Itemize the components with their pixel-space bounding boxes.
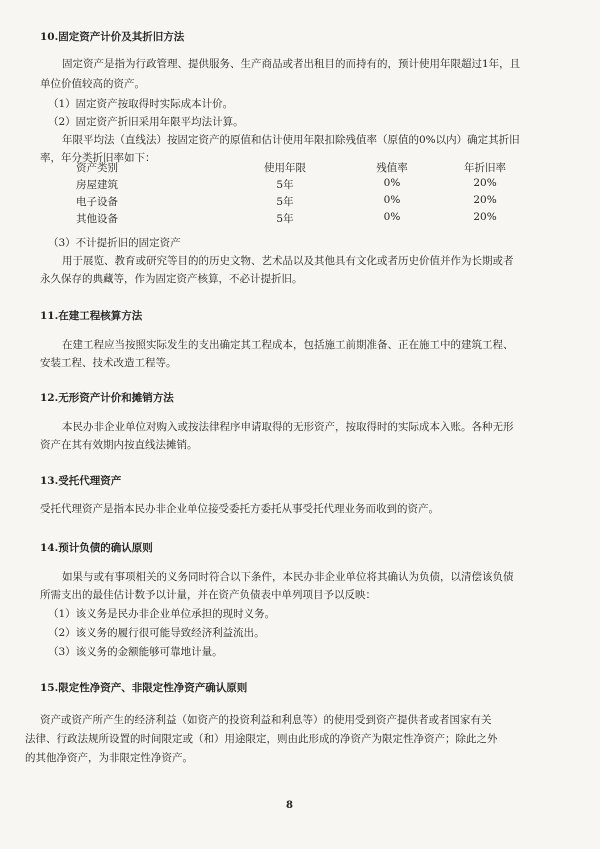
section-14-paragraph-line-1: 如果与或有事项相关的义务同时符合以下条件，本民办非企业单位将其确认为负债，以清偿该负债 [62, 571, 514, 583]
table-cell: 20% [473, 211, 497, 223]
section-11-paragraph-line-2: 安装工程、技术改造工程等。 [40, 357, 177, 369]
section-12-paragraph-line-1: 本民办非企业单位对购入或按法律程序申请取得的无形资产，按取得时的实际成本入账。各种无形 [62, 421, 514, 433]
section-10-heading: 10.固定资产计价及其折旧方法 [40, 31, 185, 43]
table-cell: 5年 [276, 196, 294, 208]
section-11-heading: 11.在建工程核算方法 [40, 310, 143, 322]
section-13-heading: 13.受托代理资产 [40, 475, 122, 487]
section-12-paragraph-line-2: 资产在其有效期内按直线法摊销。 [40, 439, 198, 451]
table-header-cell: 年折旧率 [464, 162, 506, 174]
table-cell: 0% [383, 194, 401, 206]
table-row [58, 194, 530, 211]
section-10-item-2: （2）固定资产折旧采用年限平均法计算。 [48, 116, 244, 128]
section-12-heading: 12.无形资产计价和摊销方法 [40, 392, 174, 404]
table-cell: 20% [473, 194, 497, 206]
table-cell: 0% [383, 211, 401, 223]
section-14-item-1: （1）该义务是民办非企业单位承担的现时义务。 [48, 608, 276, 620]
table-cell: 电子设备 [76, 196, 118, 208]
section-11-paragraph-line-1: 在建工程应当按照实际发生的支出确定其工程成本，包括施工前期准备、正在施工中的建筑工程、 [62, 339, 514, 351]
section-10-paragraph-3-line-2: 永久保存的典藏等，作为固定资产核算，不必计提折旧。 [40, 273, 303, 285]
table-cell: 房屋建筑 [76, 179, 118, 191]
section-10-paragraph-2-line-1: 年限平均法（直线法）按固定资产的原值和估计使用年限扣除残值率（原值的0%以内）确定其折旧 [62, 134, 520, 146]
section-14-heading: 14.预计负债的确认原则 [40, 542, 153, 554]
table-row [58, 177, 530, 194]
section-13-paragraph: 受托代理资产是指本民办非企业单位接受委托方委托从事受托代理业务而收到的资产。 [40, 503, 439, 515]
table-header-cell: 残值率 [376, 162, 408, 174]
table-cell: 5年 [276, 179, 294, 191]
table-cell: 0% [383, 177, 401, 189]
section-10-item-1: （1）固定资产按取得时实际成本计价。 [48, 98, 234, 110]
section-10-paragraph-1-line-2: 单位价值较高的资产。 [40, 78, 145, 90]
section-15-heading: 15.限定性净资产、非限定性净资产确认原则 [40, 682, 248, 694]
section-15-paragraph-line-2: 法律、行政法规所设置的时间限定或（和）用途限定，则由此形成的净资产为限定性净资产；除此之外 [25, 733, 498, 745]
section-10-paragraph-1-line-1: 固定资产是指为行政管理、提供服务、生产商品或者出租目的而持有的，预计使用年限超过1年，且 [62, 58, 521, 70]
table-cell: 5年 [276, 213, 294, 225]
section-10-item-3: （3）不计提折旧的固定资产 [48, 237, 181, 249]
depreciation-rate-table [58, 160, 530, 228]
section-15-paragraph-line-3: 的其他净资产，为非限定性净资产。 [25, 752, 193, 764]
table-header-cell: 使用年限 [264, 162, 306, 174]
page-number: 8 [286, 800, 293, 811]
table-row [58, 211, 530, 228]
section-10-paragraph-2-line-2: 率，年分类折旧率如下： [40, 152, 156, 164]
table-header-cell: 资产类别 [76, 162, 118, 174]
table-header-row [58, 160, 530, 177]
table-cell: 20% [473, 177, 497, 189]
section-15-paragraph-line-1: 资产或资产所产生的经济利益（如资产的投资利益和利息等）的使用受到资产提供者或者国家有关 [40, 714, 492, 726]
table-cell: 其他设备 [76, 213, 118, 225]
section-10-paragraph-3-line-1: 用于展览、教育或研究等目的的历史文物、艺术品以及其他具有文化或者历史价值并作为长期或者 [62, 255, 514, 267]
section-14-item-3: （3）该义务的金额能够可靠地计量。 [48, 646, 223, 658]
section-14-item-2: （2）该义务的履行很可能导致经济利益流出。 [48, 627, 265, 639]
section-14-paragraph-line-2: 所需支出的最佳估计数予以计量，并在资产负债表中单列项目予以反映： [40, 589, 376, 601]
